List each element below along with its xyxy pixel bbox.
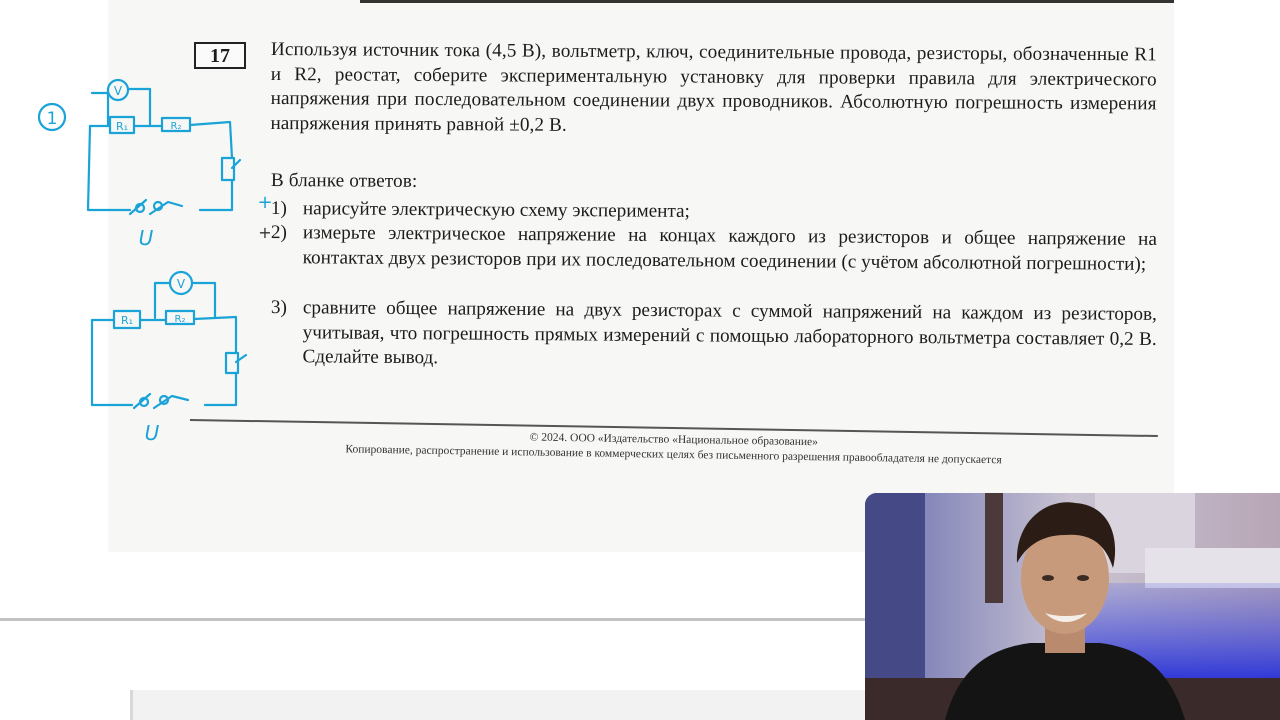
task-item-number: 2) bbox=[270, 221, 287, 244]
problem-statement: Используя источник тока (4,5 В), вольтметр, ключ, соединительные провода, резисторы, обозначенные R1 и R2, реостат, соберите экспериментальную установку для проверки правила для электрического напряжения при последовательном соединении двух проводников. Абсолютную погрешность измерения напряжения принять равной ±0,2 В. bbox=[270, 38, 1157, 136]
task-item-text: измерьте электрическое напряжение на концах каждого из резисторов и общее напряжение на контактах двух резисторов при их последовательном соединении (с учётом абсолютной погрешности); bbox=[302, 222, 1157, 275]
answer-heading: В бланке ответов: bbox=[270, 169, 418, 192]
presenter-video-frame bbox=[865, 493, 1280, 720]
plus-mark-dark: + bbox=[258, 223, 272, 242]
svg-text:R₂: R₂ bbox=[170, 121, 182, 132]
task-item-text: сравните общее напряжение на двух резисторах с суммой напряжений на каждом из резисторов, учитывая, что погрешность прямых измерений с помощью лабораторного вольтметра составляет 0,2 В. Сделайте вывод. bbox=[302, 297, 1157, 369]
svg-text:V: V bbox=[113, 84, 123, 98]
task-item-number: 3) bbox=[270, 296, 287, 319]
circled-number-text: 1 bbox=[46, 109, 58, 129]
copyright-notice: Копирование, распространение и использование в коммерческих целях без письменного разрешения правообладателя не допускается bbox=[345, 443, 1002, 467]
task-item-text: нарисуйте электрическую схему эксперимента; bbox=[302, 198, 690, 222]
task-item-number: 1) bbox=[270, 197, 287, 220]
plus-mark: + bbox=[257, 192, 273, 213]
svg-text:R₁: R₁ bbox=[120, 314, 134, 327]
svg-text:R₁: R₁ bbox=[115, 120, 129, 133]
circled-number-annotation bbox=[39, 104, 65, 130]
source-label: U bbox=[138, 226, 154, 250]
svg-text:R₂: R₂ bbox=[174, 314, 186, 325]
source-label: U bbox=[144, 421, 160, 445]
circuit-diagram-1 bbox=[88, 80, 240, 250]
webcam-overlay bbox=[865, 493, 1280, 720]
circuit-diagram-2 bbox=[92, 272, 246, 445]
problem-number-box: 17 bbox=[194, 42, 246, 69]
copyright-line: © 2024. ООО «Издательство «Национальное образование» bbox=[529, 431, 819, 449]
svg-text:V: V bbox=[176, 277, 186, 291]
